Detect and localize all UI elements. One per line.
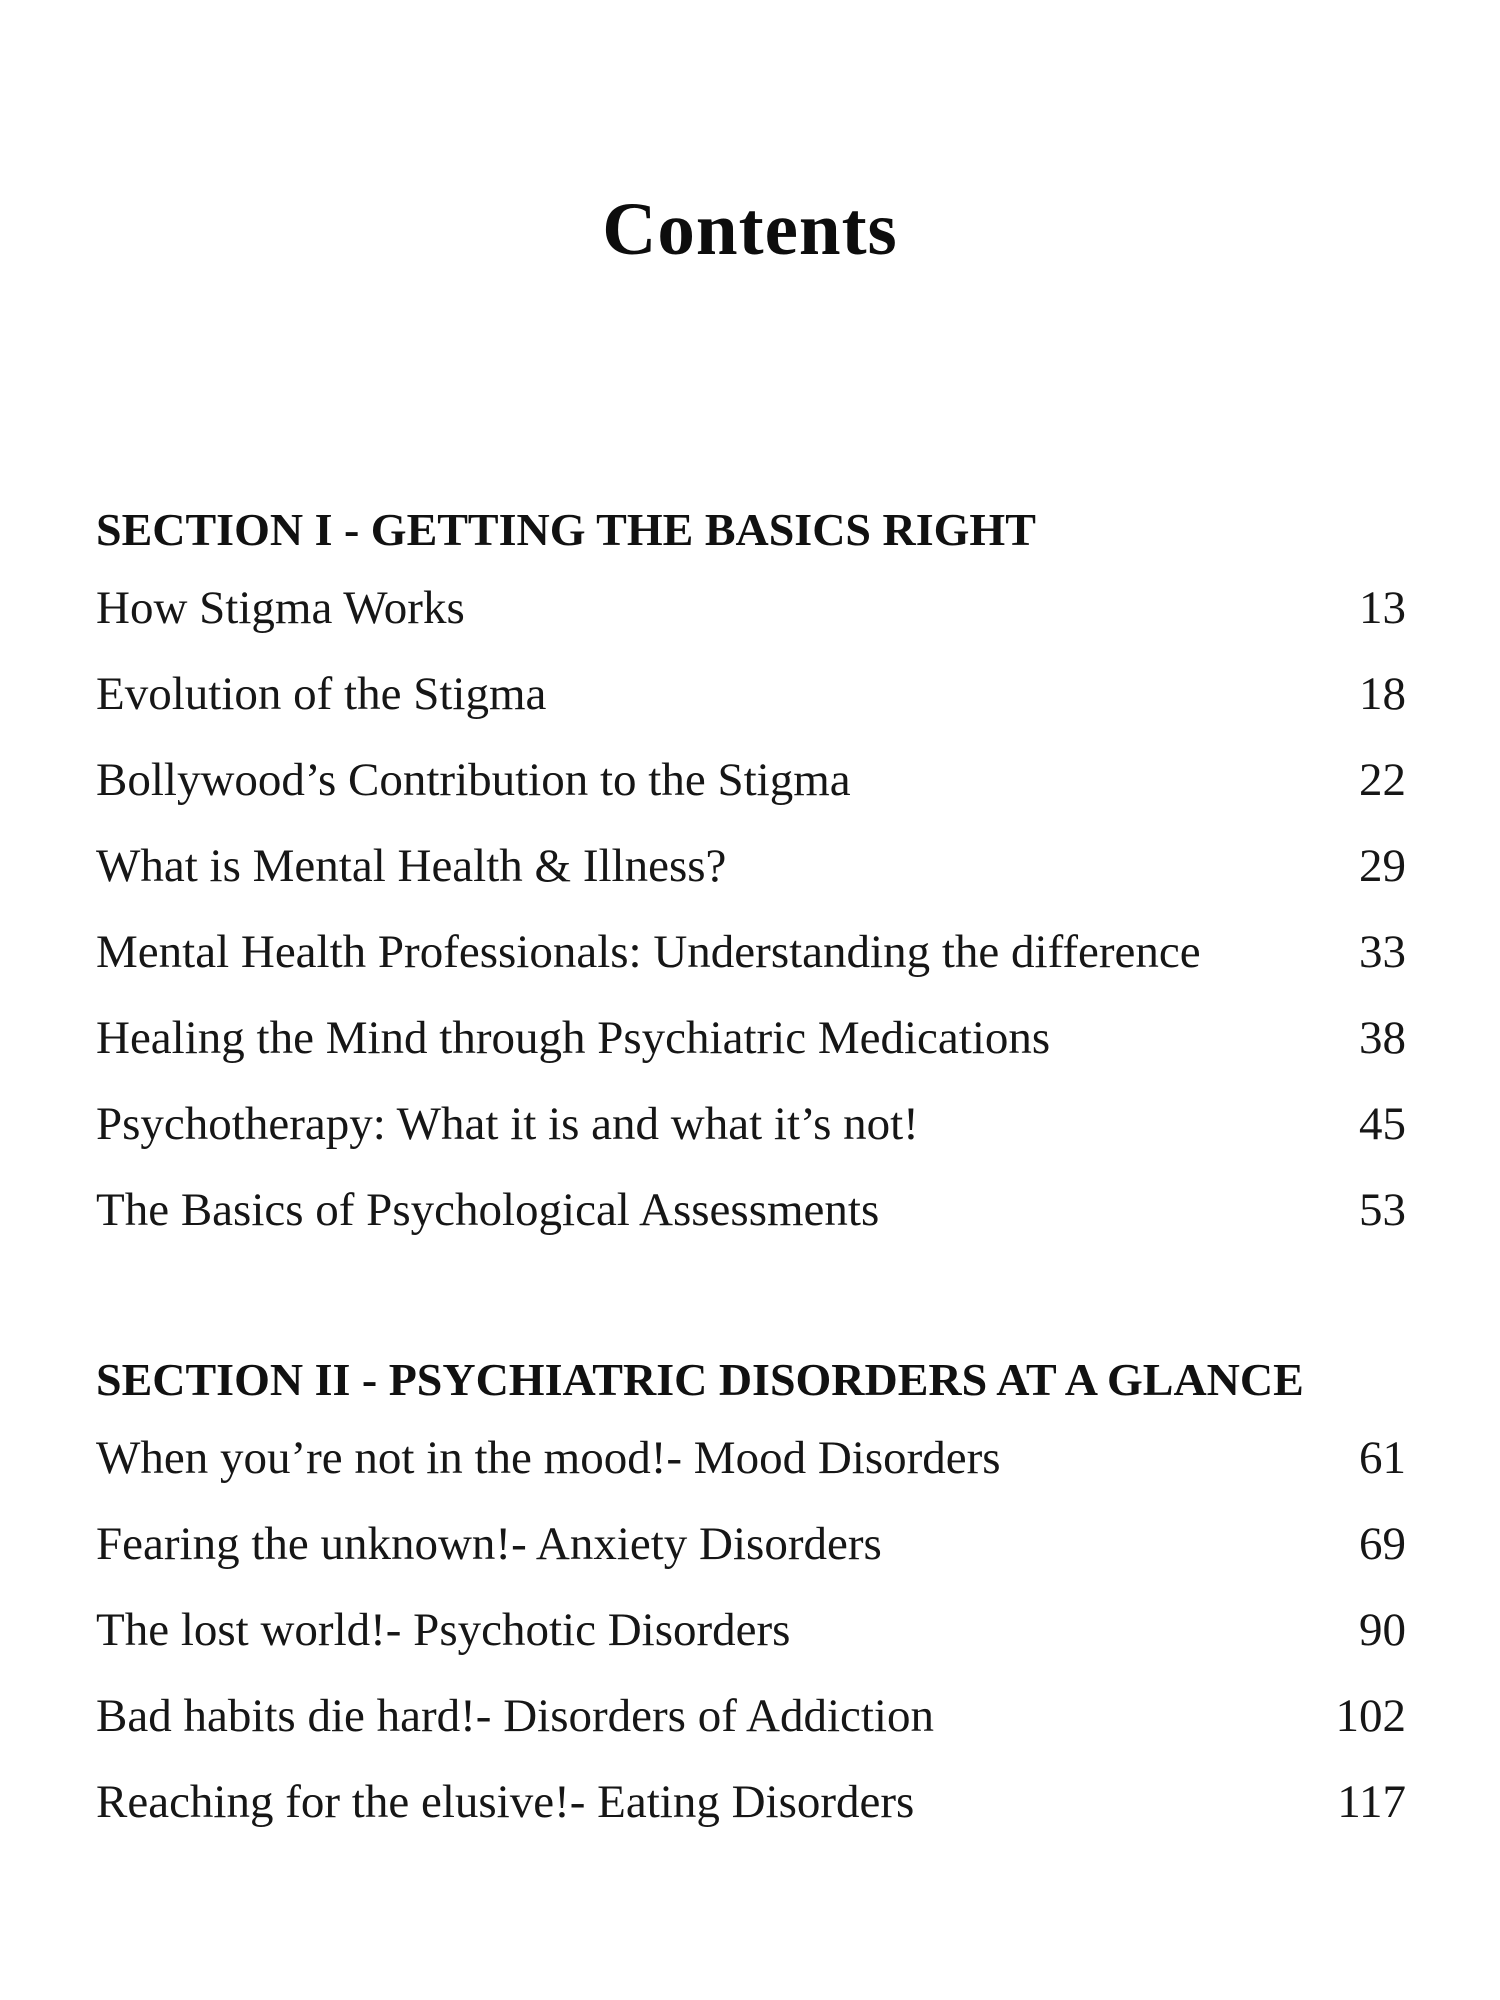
entry-page-number: 33 (1359, 926, 1406, 978)
toc-entry (96, 904, 1406, 990)
entry-title: Bollywood’s Contribution to the Stigma (96, 754, 851, 806)
section-heading: SECTION I - GETTING THE BASICS RIGHT (96, 504, 1036, 555)
toc-entry (96, 1410, 1406, 1496)
entry-page-number: 22 (1359, 754, 1406, 806)
toc-entry (96, 1496, 1406, 1582)
toc-entry (96, 1162, 1406, 1248)
entry-page-number: 18 (1359, 668, 1406, 720)
toc-entry (96, 818, 1406, 904)
section-heading: SECTION II - PSYCHIATRIC DISORDERS AT A GLANCE (96, 1354, 1304, 1405)
toc-entry (96, 732, 1406, 818)
entry-title: Evolution of the Stigma (96, 668, 547, 720)
entry-page-number: 45 (1359, 1098, 1406, 1150)
entry-title: Psychotherapy: What it is and what it’s not! (96, 1098, 919, 1150)
entry-page-number: 90 (1359, 1604, 1406, 1656)
entry-title: Mental Health Professionals: Understanding the difference (96, 926, 1201, 978)
entry-page-number: 117 (1337, 1776, 1406, 1828)
entry-title: Bad habits die hard!- Disorders of Addiction (96, 1690, 934, 1742)
entry-page-number: 69 (1359, 1518, 1406, 1570)
entry-page-number: 102 (1335, 1690, 1406, 1742)
toc-entry (96, 1668, 1406, 1754)
section-1 (96, 500, 1436, 1248)
entry-title: How Stigma Works (96, 582, 465, 634)
entry-page-number: 61 (1359, 1432, 1406, 1484)
entry-title: Healing the Mind through Psychiatric Medications (96, 1012, 1051, 1064)
entry-page-number: 53 (1359, 1184, 1406, 1236)
section-2 (96, 1350, 1436, 1840)
entry-page-number: 38 (1359, 1012, 1406, 1064)
toc-entry (96, 646, 1406, 732)
entry-title: Fearing the unknown!- Anxiety Disorders (96, 1518, 882, 1570)
entry-title: When you’re not in the mood!- Mood Disorders (96, 1432, 1001, 1484)
entry-page-number: 13 (1359, 582, 1406, 634)
entry-title: The lost world!- Psychotic Disorders (96, 1604, 791, 1656)
toc-entry (96, 1754, 1406, 1840)
toc-entry (96, 560, 1406, 646)
entry-page-number: 29 (1359, 840, 1406, 892)
toc-entry (96, 990, 1406, 1076)
entry-title: The Basics of Psychological Assessments (96, 1184, 880, 1236)
toc-entry (96, 1076, 1406, 1162)
page-title: Contents (602, 188, 898, 271)
entry-title: Reaching for the elusive!- Eating Disorders (96, 1776, 915, 1828)
toc-entry (96, 1582, 1406, 1668)
entry-title: What is Mental Health & Illness? (96, 840, 727, 892)
